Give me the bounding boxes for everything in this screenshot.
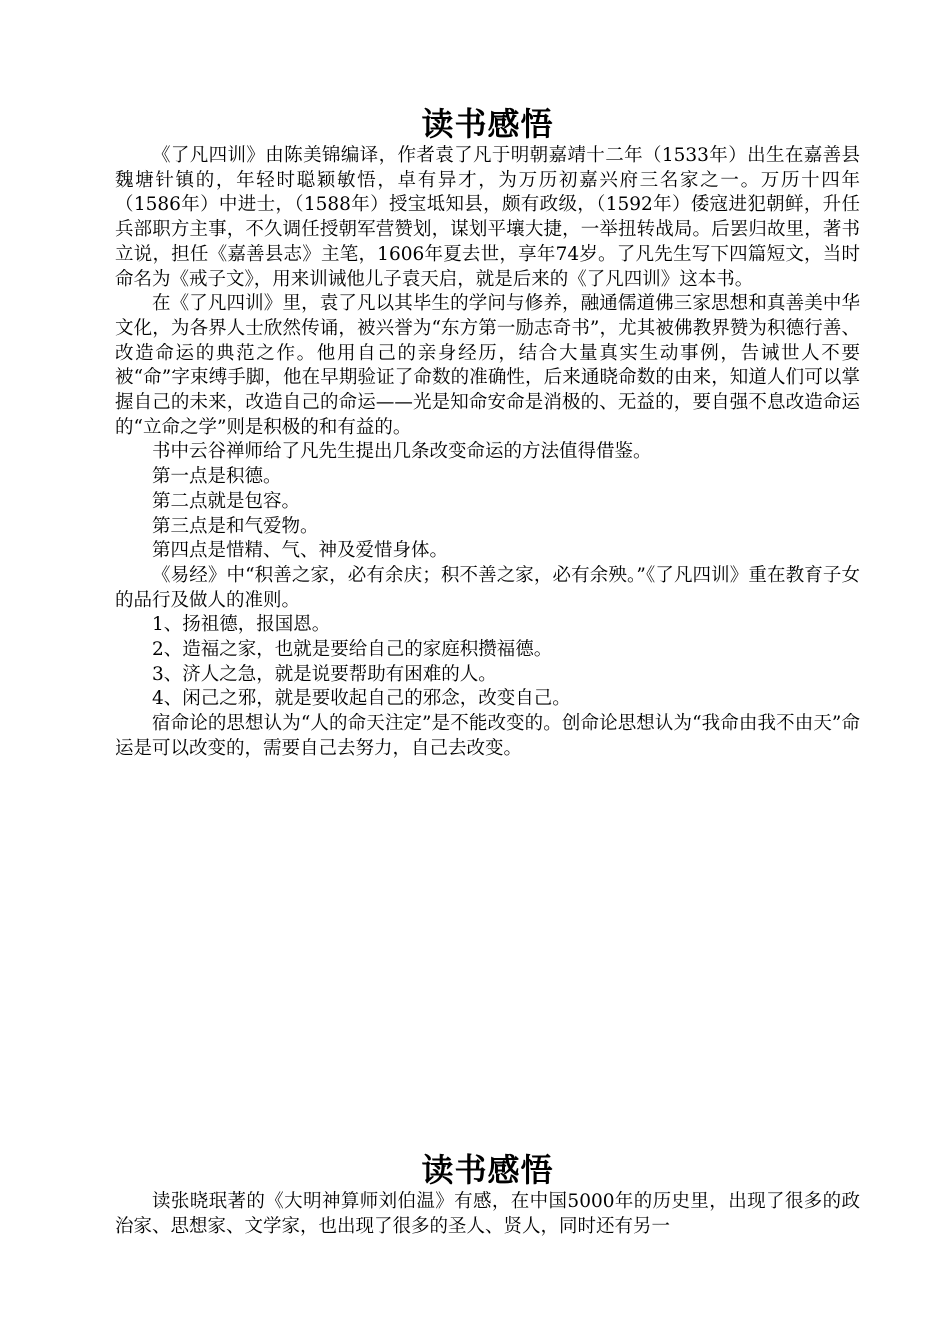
list-item: 第二点就是包容。 xyxy=(152,490,301,512)
list-item: 3、济人之急，就是说要帮助有困难的人。 xyxy=(152,663,497,685)
paragraph: 《易经》中“积善之家，必有余庆；积不善之家，必有余殃。”《了凡四训》重在教育子女的品行及做人的准则。 xyxy=(115,564,860,611)
article-title: 读书感悟 xyxy=(421,1151,554,1189)
article-body xyxy=(115,144,860,762)
paragraph: 在《了凡四训》里，袁了凡以其毕生的学问与修养，融通儒道佛三家思想和真善美中华文化，为各界人士欣然传诵，被兴誉为“东方第一励志奇书”，尤其被佛教界赞为积德行善、改造命运的典范之作。他用自己的亲身经历，结合大量真实生动事例，告诫世人不要被“命”字束缚手脚，他在早期验证了命数的准确性，后来通晓命数的由来，知道人们可以掌握自己的未来，改造自己的命运——光是知命安命是消极的、无益的，要自强不息改造命运的“立命之学”则是积极的和有益的。 xyxy=(115,293,860,438)
article-body xyxy=(115,1190,860,1239)
article-section-1 xyxy=(115,104,860,762)
list-item: 第一点是积德。 xyxy=(152,466,282,488)
paragraph: 读张晓珉著的《大明神算师刘伯温》有感，在中国5000年的历史里，出现了很多的政治家、思想家、文学家，也出现了很多的圣人、贤人，同时还有另一 xyxy=(115,1191,860,1237)
paragraph: 书中云谷禅师给了凡先生提出几条改变命运的方法值得借鉴。 xyxy=(152,441,652,463)
paragraph: 宿命论的思想认为“人的命天注定”是不能改变的。创命论思想认为“我命由我不由天”命运是可以改变的，需要自己去努力，自己去改变。 xyxy=(115,713,860,759)
list-item: 第四点是惜精、气、神及爱惜身体。 xyxy=(152,540,449,562)
list-item: 4、闲己之邪，就是要收起自己的邪念，改变自己。 xyxy=(152,688,571,710)
list-item: 1、扬祖德，报国恩。 xyxy=(152,614,331,636)
list-item: 2、造福之家，也就是要给自己的家庭积攒福德。 xyxy=(152,639,553,661)
article-title: 读书感悟 xyxy=(421,105,554,143)
list-item: 第三点是和气爱物。 xyxy=(152,515,319,537)
paragraph: 《了凡四训》由陈美锦编译，作者袁了凡于明朝嘉靖十二年（1533年）出生在嘉善县魏塘针镇的，年轻时聪颖敏悟，卓有异才，为万历初嘉兴府三名家之一。万历十四年（1586年）中进士，（1588年）授宝坻知县，颇有政级，（1592年）倭寇进犯朝鲜，升任兵部职方主事，不久调任授朝军营赞划，谋划平壤大捷，一举扭转战局。后罢归故里，著书立说，担任《嘉善县志》主笔，1606年夏去世，享年74岁。了凡先生写下四篇短文，当时命名为《戒子文》，用来训诫他儿子袁天启，就是后来的《了凡四训》这本书。 xyxy=(115,145,860,290)
article-section-2 xyxy=(115,1150,860,1239)
